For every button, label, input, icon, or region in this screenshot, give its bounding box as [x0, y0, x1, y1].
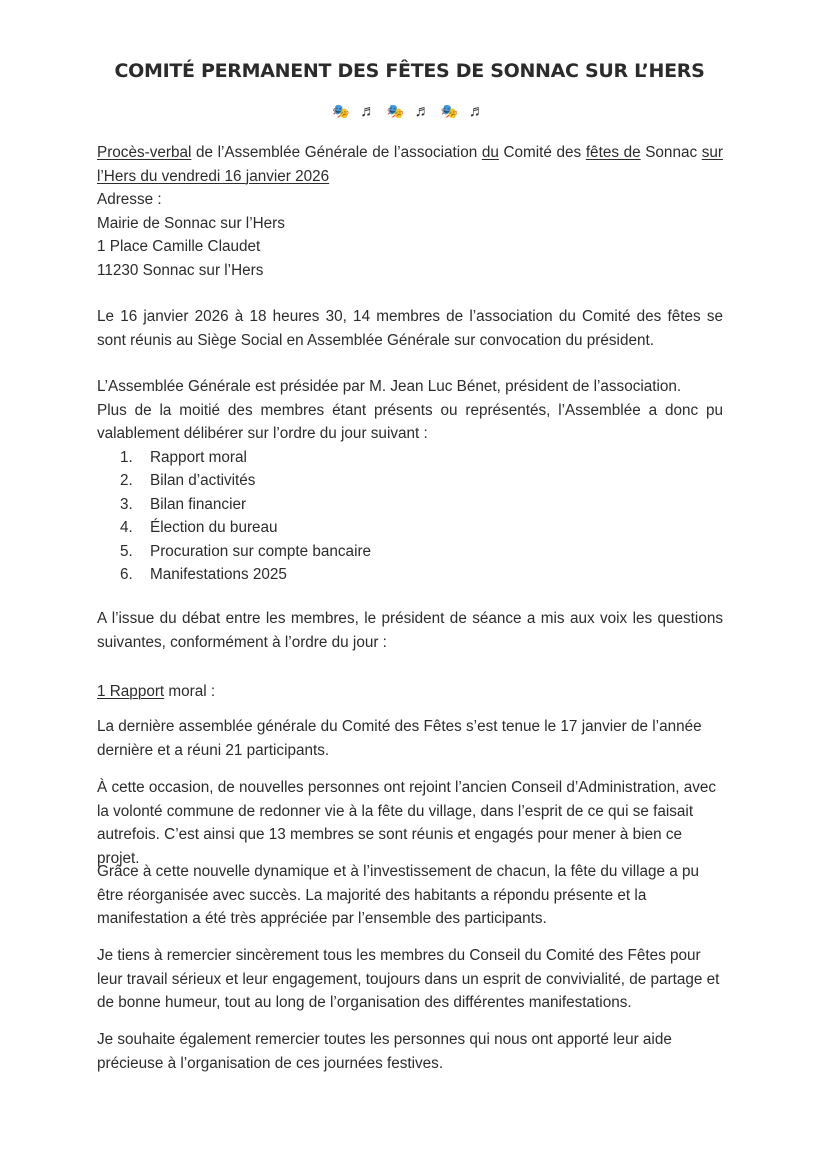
minutes-heading — [97, 141, 723, 165]
agenda-label: Procuration sur compte bancaire — [150, 542, 372, 560]
agenda-number: 6. — [120, 566, 133, 583]
agenda-label: Manifestations 2025 — [150, 566, 287, 583]
agenda-item — [97, 540, 723, 564]
agenda-item — [97, 563, 723, 587]
section-heading-rest: moral : — [164, 683, 216, 700]
decoration-row — [0, 103, 819, 121]
address-line: Mairie de Sonnac sur l’Hers — [97, 214, 285, 232]
heading-fragment: Comité des — [498, 144, 586, 161]
heading-fragment: Sonnac — [640, 144, 702, 161]
heading-fragment: fêtes de — [585, 144, 641, 161]
agenda-number: 4. — [120, 519, 133, 536]
agenda-number: 1. — [120, 448, 133, 466]
theater-masks-icon: 🎭 — [332, 103, 352, 119]
heading-fragment: du — [481, 144, 499, 161]
address-line: 11230 Sonnac sur l’Hers — [97, 261, 264, 279]
heading-fragment: de l’Assemblée Générale de l’association — [191, 144, 482, 161]
section-heading-underlined: 1 Rapport — [97, 683, 165, 700]
meeting-paragraph-1: Le 16 janvier 2026 à 18 heures 30, 14 membres de l’association du Comité des fêtes se sont réunis au Siège Social en Assemblée Générale sur convocation du président. — [97, 308, 723, 349]
agenda-item — [97, 493, 723, 517]
heading-fragment: Procès-verbal — [97, 144, 192, 161]
theater-masks-icon: 🎭 — [440, 103, 461, 119]
quorum-text: Plus de la moitié des membres étant présents ou représentés, l’Assemblée a donc pu valablement délibérer sur l’ordre du jour suivant : — [97, 401, 723, 442]
music-note-icon: ♬ — [468, 103, 487, 120]
agenda-label: Bilan financier — [150, 495, 247, 513]
agenda-number: 3. — [120, 495, 133, 513]
minutes-heading-date: l’Hers du vendredi 16 janvier 2026 — [97, 167, 330, 185]
agenda-label: Rapport moral — [150, 448, 247, 466]
agenda-label: Élection du bureau — [150, 519, 278, 536]
section-heading-rapport-moral — [97, 680, 723, 704]
agenda-list — [97, 446, 723, 587]
address-label: Adresse : — [97, 191, 162, 208]
music-note-icon: ♬ — [414, 103, 433, 120]
rapport-paragraph: La dernière assemblée générale du Comité des Fêtes s’est tenue le 17 janvier de l’année dernière et a réuni 21 participants. — [97, 718, 702, 759]
agenda-item — [97, 516, 723, 540]
vote-intro-paragraph: A l’issue du débat entre les membres, le président de séance a mis aux voix les questions suivantes, conformément à l’ordre du jour : — [97, 610, 723, 651]
agenda-item — [97, 469, 723, 493]
rapport-paragraph: À cette occasion, de nouvelles personnes ont rejoint l’ancien Conseil d’Administration, avec la volonté commune de redonner vie à la fête du village, dans l’esprit de ce qui se faisait autrefois. C’est ainsi que 13 membres se sont réunis et engagés pour mener à bien ce projet. — [97, 779, 717, 867]
theater-masks-icon: 🎭 — [386, 103, 406, 119]
rapport-paragraph: Je souhaite également remercier toutes les personnes qui nous ont apporté leur aide précieuse à l’organisation de ces journées festives. — [97, 1031, 672, 1072]
meeting-paragraph-2 — [97, 375, 723, 587]
intro-block — [97, 141, 723, 282]
agenda-item — [97, 446, 723, 470]
music-note-icon: ♬ — [360, 103, 379, 120]
heading-fragment: sur — [701, 144, 723, 161]
agenda-number: 2. — [120, 472, 133, 489]
agenda-number: 5. — [120, 542, 133, 560]
presidency-line: L’Assemblée Générale est présidée par M. Jean Luc Bénet, président de l’association. — [97, 378, 682, 395]
address-line: 1 Place Camille Claudet — [97, 238, 261, 255]
document-title: COMITÉ PERMANENT DES FÊTES DE SONNAC SUR L’HERS — [114, 60, 705, 82]
rapport-paragraph: Grâce à cette nouvelle dynamique et à l’investissement de chacun, la fête du village a pu être réorganisée avec succès. La majorité des habitants a répondu présente et la manifestation a été très appréciée par l’ensemble des participants. — [97, 863, 700, 927]
rapport-paragraph: Je tiens à remercier sincèrement tous les membres du Conseil du Comité des Fêtes pour leur travail sérieux et leur engagement, toujours dans un esprit de convivialité, de partage et de bonne humeur, tout au long de l’organisation des différentes manifestations. — [97, 947, 720, 1011]
agenda-label: Bilan d’activités — [150, 472, 256, 489]
